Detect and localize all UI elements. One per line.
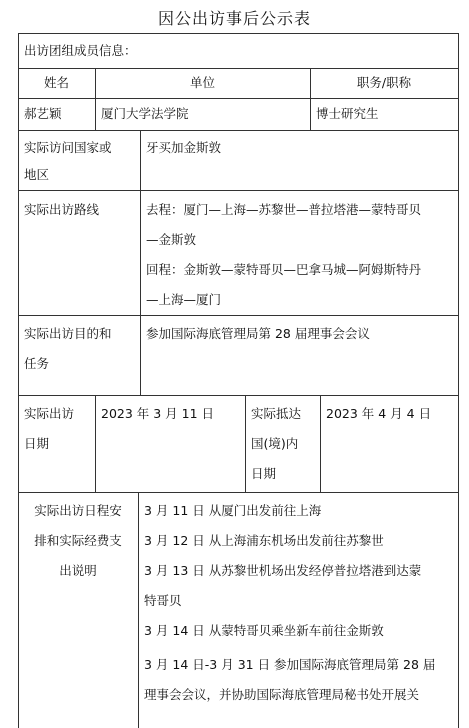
return-date-label-line3: 日期: [251, 466, 277, 481]
route-label: 实际出访路线: [24, 202, 100, 217]
header-unit: 单位: [189, 75, 215, 90]
purpose-label-line1: 实际出访目的和: [24, 326, 112, 341]
itinerary-line: 3 月 14 日-3 月 31 日 参加国际海底管理局第 28 届: [144, 657, 436, 672]
itinerary-label-line2: 排和实际经费支: [34, 533, 122, 548]
itinerary-line: 3 月 14 日 从蒙特哥贝乘坐新车前往金斯敦: [144, 623, 384, 638]
depart-date-value: 2023 年 3 月 11 日: [101, 406, 215, 421]
itinerary-line: 特哥贝: [144, 593, 182, 608]
route-return-line2: —上海—厦门: [146, 292, 222, 307]
header-position: 职务/职称: [356, 75, 412, 90]
route-return-line1: 回程：金斯敦—蒙特哥贝—巴拿马城—阿姆斯特丹: [146, 262, 422, 277]
countries-value: 牙买加金斯敦: [146, 140, 222, 155]
itinerary-line: 3 月 13 日 从苏黎世机场出发经停普拉塔港到达蒙: [144, 563, 422, 578]
header-name: 姓名: [43, 75, 69, 90]
group-info-label: 出访团组成员信息：: [24, 43, 137, 58]
countries-label-line2: 地区: [24, 167, 50, 182]
purpose-value: 参加国际海底管理局第 28 届理事会会议: [146, 326, 370, 341]
depart-date-label-line1: 实际出访: [24, 406, 75, 421]
page-title: 因公出访事后公示表: [157, 9, 311, 28]
itinerary-line: 3 月 11 日 从厦门出发前往上海: [144, 503, 322, 518]
depart-date-label-line2: 日期: [24, 436, 50, 451]
route-outbound-line2: —金斯敦: [146, 232, 197, 247]
return-date-label-line2: 国(境)内: [251, 436, 299, 451]
itinerary-label-line3: 出说明: [59, 563, 97, 578]
return-date-label-line1: 实际抵达: [251, 406, 302, 421]
itinerary-line: 3 月 12 日 从上海浦东机场出发前往苏黎世: [144, 533, 384, 548]
itinerary-line: 理事会会议，并协助国际海底管理局秘书处开展关: [144, 687, 420, 702]
member-unit: 厦门大学法学院: [101, 106, 189, 121]
member-name: 郝艺颖: [24, 106, 62, 121]
countries-label-line1: 实际访问国家或: [24, 140, 112, 155]
route-outbound-line1: 去程：厦门—上海—苏黎世—普拉塔港—蒙特哥贝: [146, 202, 422, 217]
itinerary-label-line1: 实际出访日程安: [34, 503, 122, 518]
purpose-label-line2: 任务: [24, 356, 50, 371]
return-date-value: 2023 年 4 月 4 日: [326, 406, 432, 421]
member-position: 博士研究生: [316, 106, 379, 121]
